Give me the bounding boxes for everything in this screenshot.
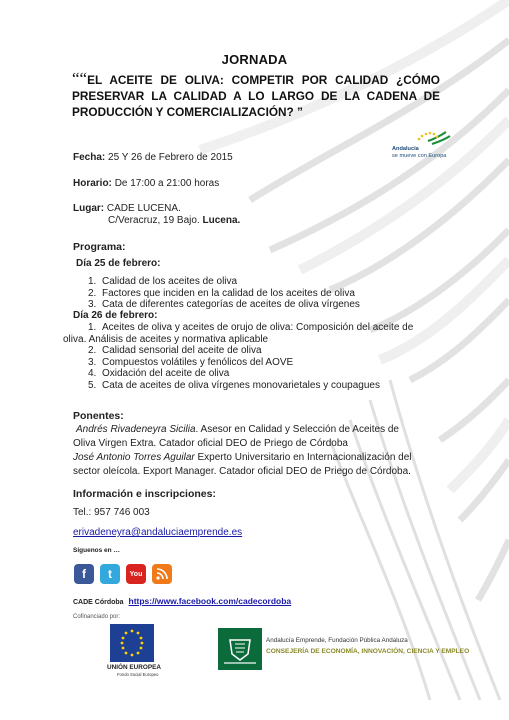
email-link[interactable]: erivadeneyra@andaluciaemprende.es bbox=[73, 527, 243, 538]
logo-line1: Andalucía bbox=[392, 146, 419, 152]
list-item: 3. Compuestos volátiles y fenólicos del AOVE bbox=[88, 356, 294, 368]
programa-heading: Programa: bbox=[73, 241, 126, 253]
subtitle-text: EL ACEITE DE OLIVA: COMPETIR POR CALIDAD ¿CÓMO PRESERVAR LA CALIDAD A LO LARGO DE LA CADENA DE PRODUCCIÓN Y COMERCIALIZACIÓN? ” bbox=[72, 73, 440, 119]
horario-value: De 17:00 a 21:00 horas bbox=[114, 178, 220, 189]
day1-list bbox=[88, 276, 360, 311]
event-subtitle bbox=[72, 69, 440, 120]
social-icons bbox=[74, 564, 172, 584]
siguenos-label: Síguenos en … bbox=[73, 547, 120, 554]
list-item: 2. Factores que inciden en la calidad de los aceites de oliva bbox=[88, 287, 355, 299]
lugar-city: Lucena. bbox=[202, 215, 241, 226]
junta-line1: Andalucía Emprende, Fundación Pública Andaluza bbox=[266, 637, 408, 644]
ponente-1-line1: Andrés Rivadeneyra Sicilia. Asesor en Calidad y Selección de Aceites de bbox=[76, 424, 399, 435]
list-item: 5. Cata de aceites de oliva vírgenes monovarietales y coupagues bbox=[88, 379, 380, 391]
day2-list bbox=[63, 322, 414, 392]
list-item: 1. Aceites de oliva y aceites de orujo de oliva: Composición del aceite de bbox=[88, 322, 414, 333]
info-heading: Información e inscripciones: bbox=[73, 488, 216, 500]
junta-emblem-icon bbox=[218, 628, 262, 670]
fecha-value: 25 Y 26 de Febrero de 2015 bbox=[108, 152, 233, 163]
facebook-link[interactable]: https://www.facebook.com/cadecordoba bbox=[128, 596, 292, 606]
ponentes-heading: Ponentes: bbox=[73, 410, 124, 422]
ponente-2-line1: José Antonio Torres Aguilar Experto Universitario en Internacionalización del bbox=[73, 452, 412, 463]
junta-line2: CONSEJERÍA DE ECONOMÍA, INNOVACIÓN, CIENCIA Y EMPLEO bbox=[266, 648, 470, 655]
horario-row bbox=[73, 178, 219, 189]
list-item: 4. Oxidación del aceite de oliva bbox=[88, 368, 230, 380]
rss-icon[interactable] bbox=[152, 564, 172, 584]
facebook-icon[interactable]: f bbox=[74, 564, 94, 584]
open-quote: ““ bbox=[72, 69, 88, 88]
junta-andalucia-logo bbox=[218, 628, 262, 670]
day1-heading: Día 25 de febrero: bbox=[76, 258, 161, 269]
horario-label: Horario: bbox=[73, 178, 112, 189]
list-item: 1. Calidad de los aceites de oliva bbox=[88, 276, 238, 287]
ponente-1-name: Andrés Rivadeneyra Sicilia bbox=[76, 424, 196, 435]
eu-stars-icon bbox=[110, 624, 154, 662]
cade-label: CADE Córdoba bbox=[73, 599, 124, 606]
lugar-street: C/Veracruz, 19 Bajo. bbox=[108, 215, 200, 226]
andalucia-europa-logo bbox=[392, 130, 452, 164]
eu-sublabel: Fondo Social Europeo bbox=[117, 672, 159, 677]
telephone: Tel.: 957 746 003 bbox=[73, 507, 150, 518]
eu-label: UNIÓN EUROPEA bbox=[107, 664, 161, 671]
lugar-value: CADE LUCENA. bbox=[106, 203, 181, 214]
lugar-address bbox=[108, 215, 240, 226]
page-title: JORNADA bbox=[221, 52, 288, 67]
lugar-row bbox=[73, 203, 181, 214]
ponente-2-line2: sector oleícola. Export Manager. Catador oficial DEO de Priego de Córdoba. bbox=[73, 466, 411, 477]
list-item-continuation: oliva. Análisis de aceites y normativa aplicable bbox=[63, 333, 269, 345]
list-item: 3. Cata de diferentes categorías de aceites de oliva vírgenes bbox=[88, 299, 360, 311]
logo-line2: se mueve con Europa bbox=[392, 153, 447, 159]
ponente-2-name: José Antonio Torres Aguilar bbox=[73, 452, 195, 463]
list-item: 2. Calidad sensorial del aceite de oliva bbox=[88, 345, 262, 357]
day2-heading: Día 26 de febrero: bbox=[73, 310, 158, 321]
eu-flag-logo bbox=[110, 624, 154, 662]
cade-row bbox=[73, 596, 291, 606]
fecha-row bbox=[73, 152, 233, 163]
lugar-label: Lugar: bbox=[73, 203, 105, 214]
youtube-icon[interactable]: You bbox=[126, 564, 146, 584]
stars-icon bbox=[392, 130, 452, 146]
cofinanciado-label: Cofinanciado por: bbox=[73, 614, 121, 620]
fecha-label: Fecha: bbox=[73, 152, 106, 163]
ponente-1-line2: Oliva Virgen Extra. Catador oficial DEO de Priego de Córdoba bbox=[73, 438, 348, 449]
twitter-icon[interactable]: t bbox=[100, 564, 120, 584]
